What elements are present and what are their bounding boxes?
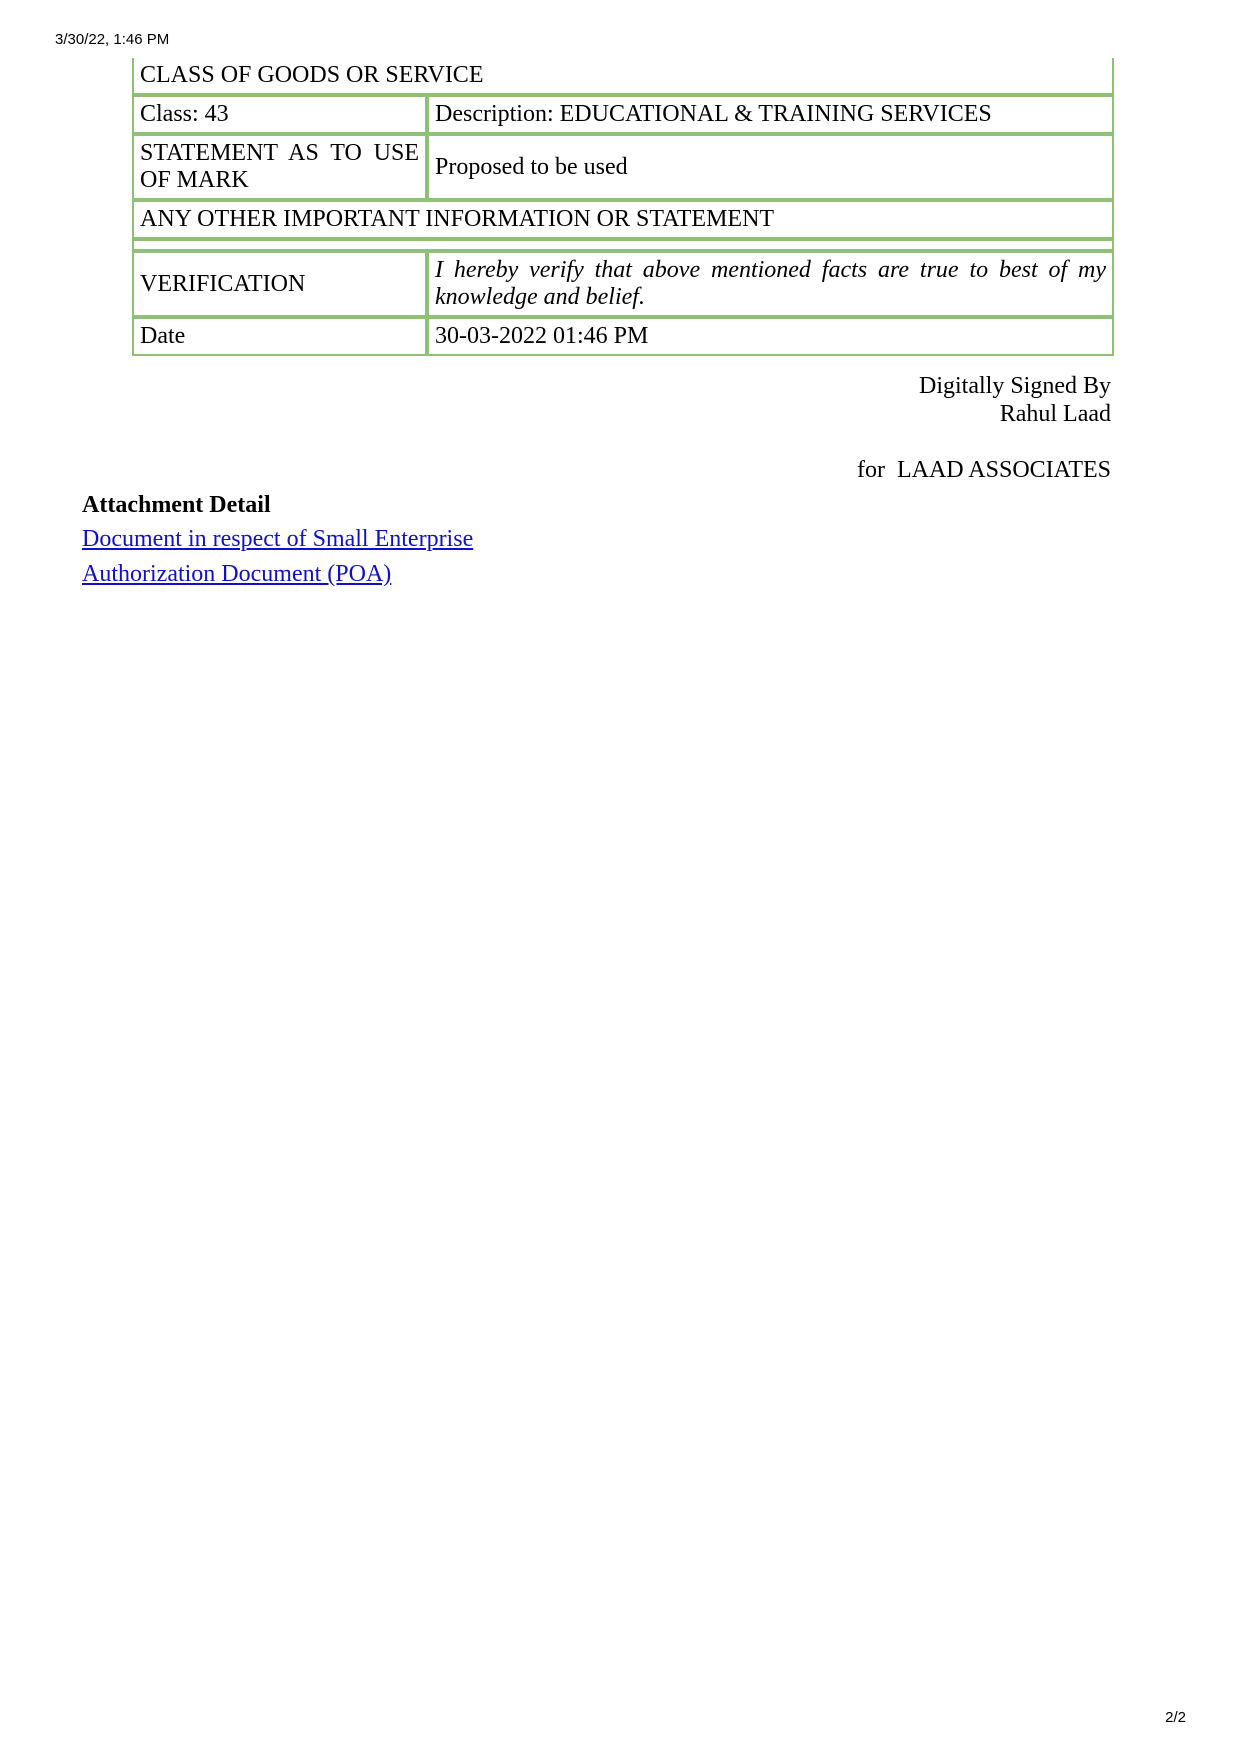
verification-row xyxy=(132,251,1114,317)
empty-cell xyxy=(132,239,1114,251)
signer-name: Rahul Laad xyxy=(999,401,1111,427)
class-row xyxy=(132,95,1114,134)
attachment-detail-heading: Attachment Detail xyxy=(82,492,271,518)
class-description: Description: EDUCATIONAL & TRAINING SERVICES xyxy=(427,95,1114,134)
class-of-goods-heading: CLASS OF GOODS OR SERVICE xyxy=(132,58,1114,95)
empty-row xyxy=(132,239,1114,251)
firm-name: for LAAD ASSOCIATES xyxy=(856,457,1111,483)
digital-signature-block xyxy=(919,372,1111,428)
statement-label: STATEMENT AS TO USE OF MARK xyxy=(132,134,427,200)
class-number: Class: 43 xyxy=(132,95,427,134)
statement-row xyxy=(132,134,1114,200)
date-value: 30-03-2022 01:46 PM xyxy=(427,317,1114,356)
date-row xyxy=(132,317,1114,356)
class-heading-row xyxy=(132,58,1114,95)
small-enterprise-document-link[interactable]: Document in respect of Small Enterprise xyxy=(82,526,474,552)
page-number: 2/2 xyxy=(1165,1709,1186,1726)
other-info-row xyxy=(132,200,1114,239)
statement-value: Proposed to be used xyxy=(427,134,1114,200)
authorization-document-link[interactable]: Authorization Document (POA) xyxy=(82,561,392,587)
verification-text: I hereby verify that above mentioned facts are true to best of my knowledge and belief. xyxy=(427,251,1114,317)
application-details-table xyxy=(132,58,1114,356)
verification-label: VERIFICATION xyxy=(132,251,427,317)
date-label: Date xyxy=(132,317,427,356)
signed-by-label: Digitally Signed By xyxy=(919,373,1111,399)
other-info-heading: ANY OTHER IMPORTANT INFORMATION OR STATEMENT xyxy=(132,200,1114,239)
print-timestamp: 3/30/22, 1:46 PM xyxy=(55,31,170,48)
